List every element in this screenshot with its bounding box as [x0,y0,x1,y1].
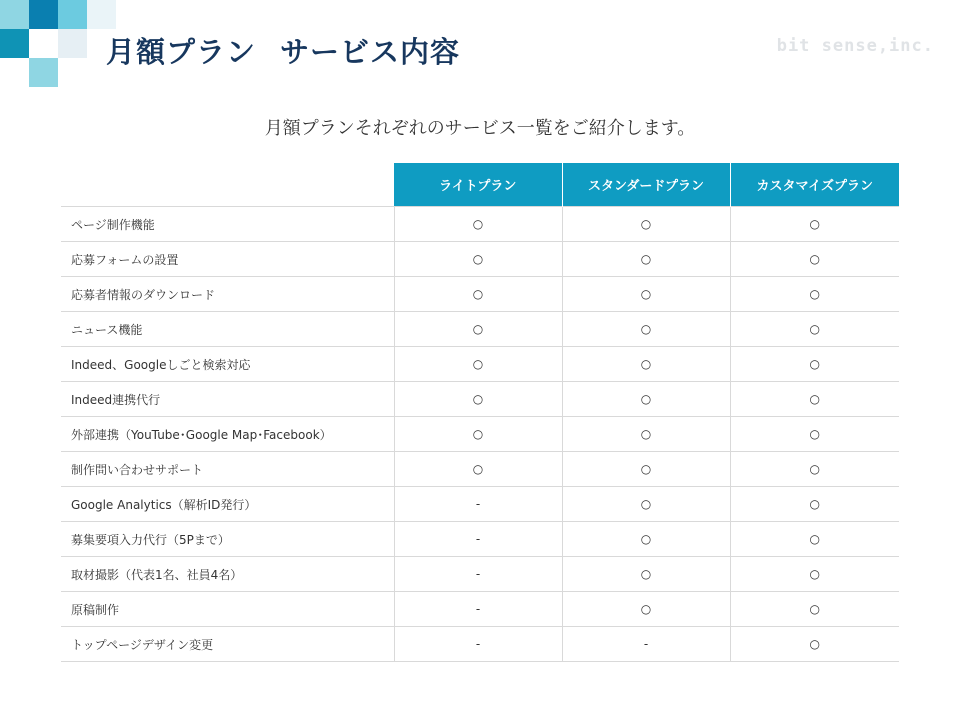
included-mark: ○ [730,627,899,662]
included-mark: ○ [394,207,562,242]
header-blank-cell [61,163,394,207]
deco-square [58,0,87,29]
feature-name: Indeed、Googleしごと検索対応 [61,347,394,382]
not-included-mark: - [394,487,562,522]
table-row [61,557,899,592]
included-mark: ○ [562,382,730,417]
included-mark: ○ [562,277,730,312]
included-mark: ○ [730,417,899,452]
column-header-standard-plan: スタンダードプラン [562,163,730,207]
table-row [61,242,899,277]
table-body [61,207,899,662]
feature-name: ページ制作機能 [61,207,394,242]
included-mark: ○ [394,347,562,382]
feature-name: 取材撮影（代表1名、社員4名） [61,557,394,592]
company-logo: bit sense,inc. [776,36,934,56]
table-row [61,312,899,347]
included-mark: ○ [562,207,730,242]
table-row [61,522,899,557]
feature-name: 原稿制作 [61,592,394,627]
included-mark: ○ [562,452,730,487]
included-mark: ○ [394,242,562,277]
table-row [61,592,899,627]
included-mark: ○ [394,382,562,417]
included-mark: ○ [730,382,899,417]
included-mark: ○ [730,487,899,522]
included-mark: ○ [562,487,730,522]
title-part-service: サービス内容 [280,35,461,69]
feature-name: トップページデザイン変更 [61,627,394,662]
included-mark: ○ [562,347,730,382]
table-header-row [61,163,899,207]
feature-name: 外部連携（YouTube･Google Map･Facebook） [61,417,394,452]
included-mark: ○ [730,207,899,242]
feature-name: ニュース機能 [61,312,394,347]
included-mark: ○ [394,452,562,487]
subtitle: 月額プランそれぞれのサービス一覧をご紹介します。 [264,118,696,139]
deco-square [29,58,58,87]
included-mark: ○ [562,417,730,452]
page-title [106,30,460,71]
plan-comparison-table [61,163,899,662]
included-mark: ○ [562,242,730,277]
table-row [61,487,899,522]
deco-square [0,29,29,58]
included-mark: ○ [562,557,730,592]
included-mark: ○ [562,522,730,557]
corner-decoration [0,0,120,90]
included-mark: ○ [394,277,562,312]
feature-name: 制作問い合わせサポート [61,452,394,487]
not-included-mark: - [394,627,562,662]
deco-square [29,0,58,29]
included-mark: ○ [394,312,562,347]
column-header-light-plan: ライトプラン [394,163,562,207]
feature-name: 応募者情報のダウンロード [61,277,394,312]
column-header-customize-plan: カスタマイズプラン [730,163,899,207]
not-included-mark: - [394,557,562,592]
feature-name: 応募フォームの設置 [61,242,394,277]
table-row [61,417,899,452]
title-part-plan: 月額プラン [106,35,257,69]
table-row [61,347,899,382]
feature-name: Indeed連携代行 [61,382,394,417]
not-included-mark: - [394,522,562,557]
feature-name: 募集要項入力代行（5Pまで） [61,522,394,557]
deco-square [58,29,87,58]
included-mark: ○ [730,557,899,592]
table-row [61,382,899,417]
included-mark: ○ [730,522,899,557]
included-mark: ○ [730,347,899,382]
table-row [61,452,899,487]
not-included-mark: - [562,627,730,662]
deco-square [87,0,116,29]
table-row [61,277,899,312]
included-mark: ○ [730,592,899,627]
table-row [61,207,899,242]
included-mark: ○ [394,417,562,452]
included-mark: ○ [730,452,899,487]
included-mark: ○ [562,592,730,627]
not-included-mark: - [394,592,562,627]
table-row [61,627,899,662]
included-mark: ○ [562,312,730,347]
included-mark: ○ [730,277,899,312]
feature-name: Google Analytics（解析ID発行） [61,487,394,522]
deco-square [0,0,29,29]
included-mark: ○ [730,312,899,347]
included-mark: ○ [730,242,899,277]
